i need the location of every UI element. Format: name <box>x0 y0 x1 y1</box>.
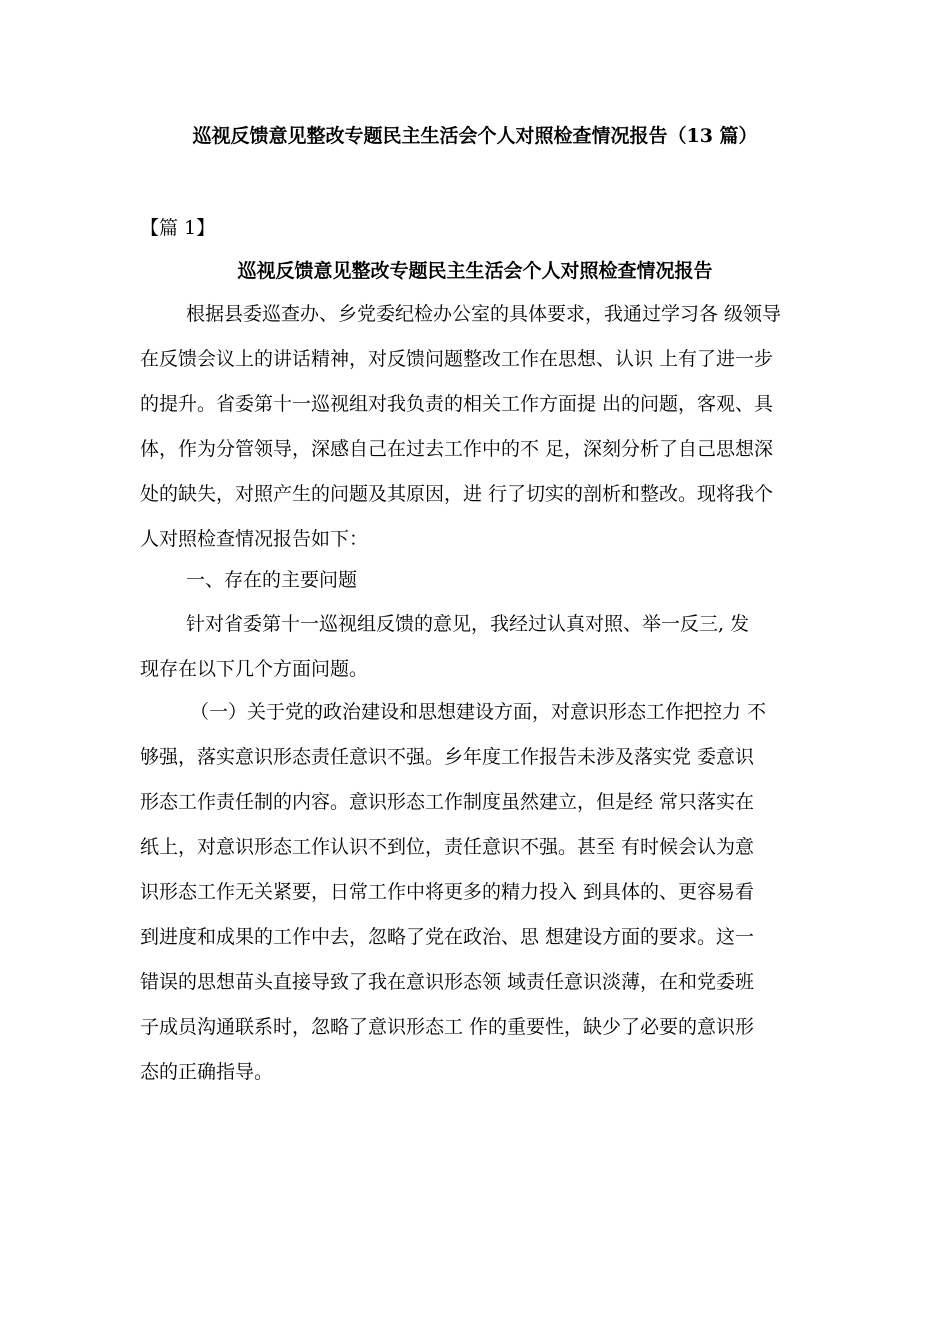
paragraph-line: 到进度和成果的工作中去，忽略了党在政治、思 想建设方面的要求。这一 <box>140 926 755 948</box>
heading-line: 一、存在的主要问题 <box>186 569 358 591</box>
paragraph-intro <box>140 300 820 570</box>
paragraph-line: 形态工作责任制的内容。意识形态工作制度虽然建立，但是经 常只落实在 <box>140 791 755 813</box>
paragraph-line: 态的正确指导。 <box>140 1061 274 1083</box>
paragraph-line: 识形态工作无关紧要，日常工作中将更多的精力投入 到具体的、更容易看 <box>140 881 755 903</box>
paragraph-line: 纸上，对意识形态工作认识不到位，责任意识不强。甚至 有时候会认为意 <box>140 836 755 858</box>
paragraph-line: 处的缺失，对照产生的问题及其原因，进 行了切实的剖析和整改。现将我个 <box>140 483 774 505</box>
paragraph-line: 错误的思想苗头直接导致了我在意识形态领 域责任意识淡薄，在和党委班 <box>140 971 755 993</box>
paragraph-line: 人对照检查情况报告如下： <box>140 528 369 550</box>
paragraph-item-1 <box>140 698 820 1103</box>
paragraph-line: 体，作为分管领导，深感自己在过去工作中的不 足，深刻分析了自己思想深 <box>140 438 774 460</box>
paragraph-line: 够强，落实意识形态责任意识不强。乡年度工作报告未涉及落实党 委意识 <box>140 746 755 768</box>
paragraph-line: 现存在以下几个方面问题。 <box>140 658 369 680</box>
document-title: 巡视反馈意见整改专题民主生活会个人对照检查情况报告（13 篇） <box>192 125 758 147</box>
report-subtitle: 巡视反馈意见整改专题民主生活会个人对照检查情况报告 <box>237 260 713 282</box>
paragraph-line: 的提升。省委第十一巡视组对我负责的相关工作方面提 出的问题，客观、具 <box>140 393 774 415</box>
paragraph-line: 根据县委巡查办、乡党委纪检办公室的具体要求，我通过学习各 级领导 <box>186 303 782 325</box>
paragraph-findings <box>140 610 820 700</box>
paragraph-line: 子成员沟通联系时，忽略了意识形态工 作的重要性，缺少了必要的意识形 <box>140 1016 755 1038</box>
paragraph-line: （一）关于党的政治建设和思想建设方面，对意识形态工作把控力 不 <box>190 701 767 723</box>
section-heading <box>140 566 820 611</box>
paragraph-line: 在反馈会议上的讲话精神，对反馈问题整改工作在思想、认识 上有了进一步 <box>140 348 774 370</box>
section-marker: 【篇 1】 <box>140 217 216 239</box>
paragraph-line: 针对省委第十一巡视组反馈的意见，我经过认真对照、举一反三, 发 <box>186 613 750 635</box>
